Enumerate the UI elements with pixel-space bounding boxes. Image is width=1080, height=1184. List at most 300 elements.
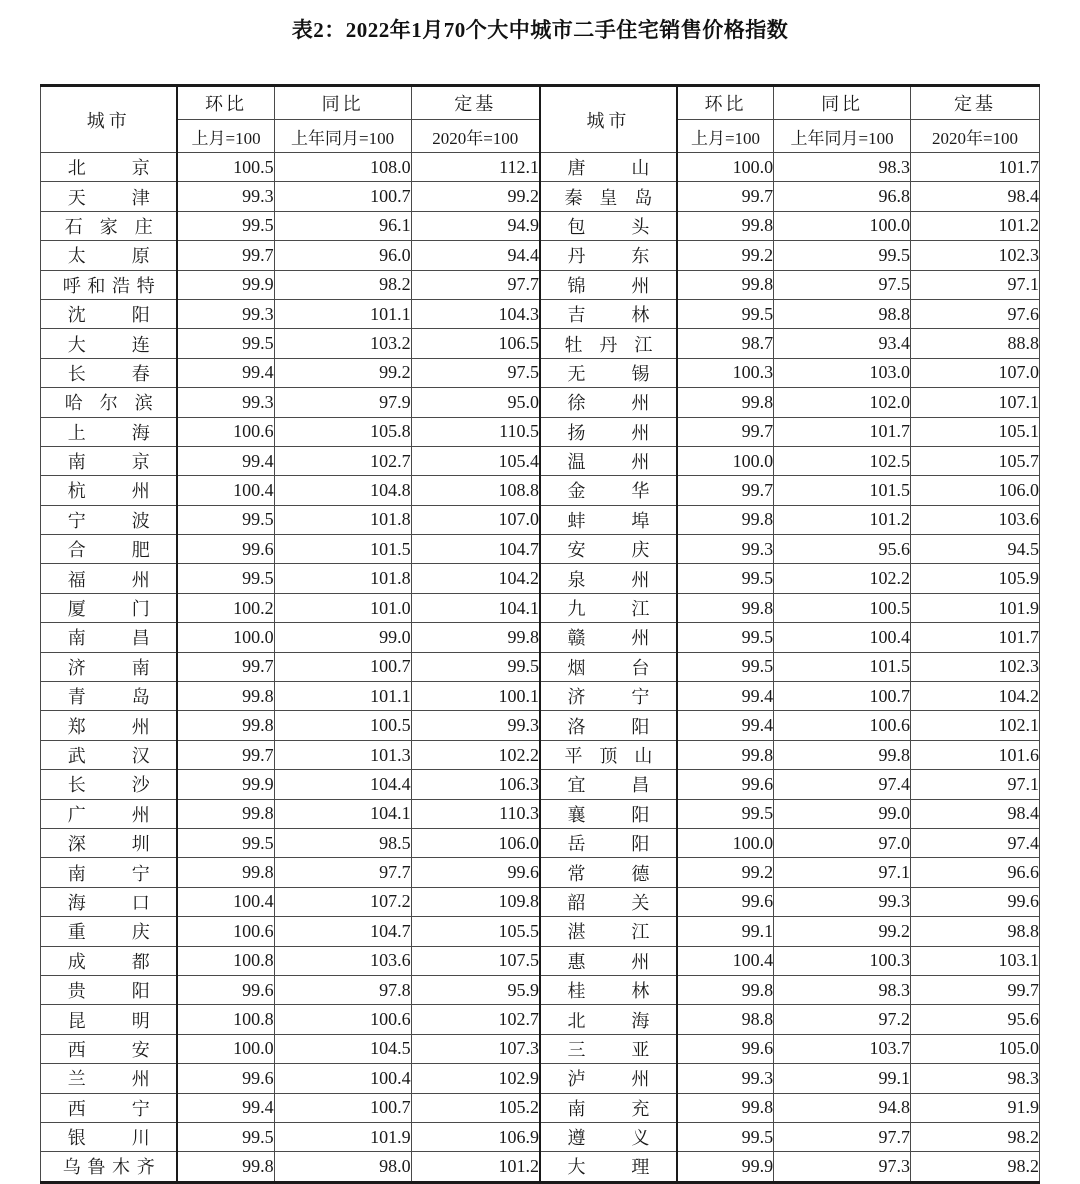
mom-value-right: 99.8	[677, 740, 774, 769]
yoy-value-left: 101.5	[274, 535, 411, 564]
mom-value-right: 99.9	[677, 1152, 774, 1182]
price-index-table-container	[40, 84, 1040, 1184]
fixed-value-left: 109.8	[411, 887, 540, 916]
city-label: 锦州	[567, 275, 650, 296]
mom-value-right: 99.5	[677, 652, 774, 681]
fixed-value-left: 94.9	[411, 211, 540, 240]
fixed-value-left: 95.0	[411, 388, 540, 417]
mom-value-right: 99.5	[677, 299, 774, 328]
mom-value-right: 99.8	[677, 388, 774, 417]
yoy-value-right: 100.6	[774, 711, 911, 740]
header-group-yoy-right: 同比	[774, 86, 911, 120]
fixed-value-right: 91.9	[911, 1093, 1040, 1122]
yoy-value-left: 100.7	[274, 652, 411, 681]
city-label: 杭州	[67, 481, 150, 502]
yoy-value-left: 100.4	[274, 1064, 411, 1093]
mom-value-left: 100.2	[177, 593, 274, 622]
mom-value-right: 100.0	[677, 828, 774, 857]
mom-value-left: 99.7	[177, 241, 274, 270]
city-label: 天津	[67, 187, 150, 208]
mom-value-right: 99.3	[677, 535, 774, 564]
fixed-value-left: 102.2	[411, 740, 540, 769]
city-label: 太原	[67, 246, 150, 267]
header-basis-yoy-left: 上年同月=100	[274, 120, 411, 153]
mom-value-right: 99.2	[677, 241, 774, 270]
yoy-value-right: 97.5	[774, 270, 911, 299]
fixed-value-left: 104.2	[411, 564, 540, 593]
city-name-right	[540, 1064, 677, 1093]
city-label: 宁波	[67, 510, 150, 531]
fixed-value-left: 105.5	[411, 917, 540, 946]
city-name-left	[41, 770, 178, 799]
yoy-value-left: 101.1	[274, 299, 411, 328]
yoy-value-left: 97.8	[274, 975, 411, 1004]
city-name-right	[540, 241, 677, 270]
mom-value-left: 100.6	[177, 417, 274, 446]
table-row	[41, 182, 1040, 211]
city-label: 赣州	[567, 628, 650, 649]
table-row	[41, 535, 1040, 564]
yoy-value-right: 103.7	[774, 1034, 911, 1063]
fixed-value-right: 106.0	[911, 476, 1040, 505]
fixed-value-right: 103.6	[911, 505, 1040, 534]
fixed-value-right: 101.7	[911, 623, 1040, 652]
city-label: 呼和浩特	[62, 275, 155, 296]
city-name-left	[41, 711, 178, 740]
table-row	[41, 505, 1040, 534]
yoy-value-left: 101.1	[274, 682, 411, 711]
city-name-left	[41, 1034, 178, 1063]
fixed-value-right: 105.7	[911, 446, 1040, 475]
city-label: 北京	[67, 158, 150, 179]
city-name-right	[540, 270, 677, 299]
city-name-right	[540, 652, 677, 681]
mom-value-right: 98.7	[677, 329, 774, 358]
fixed-value-right: 94.5	[911, 535, 1040, 564]
fixed-value-right: 98.4	[911, 182, 1040, 211]
mom-value-right: 100.3	[677, 358, 774, 387]
table-body	[41, 153, 1040, 1183]
fixed-value-left: 112.1	[411, 153, 540, 182]
city-label: 武汉	[67, 746, 150, 766]
city-label: 常德	[567, 863, 650, 884]
yoy-value-right: 98.3	[774, 153, 911, 182]
table-row	[41, 446, 1040, 475]
fixed-value-left: 102.9	[411, 1064, 540, 1093]
mom-value-left: 100.8	[177, 1005, 274, 1034]
mom-value-left: 99.6	[177, 975, 274, 1004]
yoy-value-right: 102.0	[774, 388, 911, 417]
city-name-right	[540, 564, 677, 593]
city-label: 青岛	[67, 687, 150, 708]
city-name-left	[41, 270, 178, 299]
city-name-right	[540, 182, 677, 211]
table-row	[41, 623, 1040, 652]
mom-value-right: 99.2	[677, 858, 774, 887]
table-row	[41, 858, 1040, 887]
fixed-value-right: 95.6	[911, 1005, 1040, 1034]
yoy-value-left: 100.7	[274, 1093, 411, 1122]
yoy-value-right: 100.4	[774, 623, 911, 652]
city-label: 襄阳	[567, 804, 650, 825]
mom-value-left: 99.5	[177, 564, 274, 593]
mom-value-right: 99.8	[677, 211, 774, 240]
yoy-value-left: 104.1	[274, 799, 411, 828]
city-label: 哈尔滨	[64, 393, 153, 414]
table-row	[41, 241, 1040, 270]
mom-value-right: 99.8	[677, 1093, 774, 1122]
mom-value-right: 99.5	[677, 623, 774, 652]
mom-value-right: 99.1	[677, 917, 774, 946]
yoy-value-right: 97.1	[774, 858, 911, 887]
fixed-value-right: 97.6	[911, 299, 1040, 328]
yoy-value-left: 99.0	[274, 623, 411, 652]
mom-value-left: 99.3	[177, 299, 274, 328]
city-label: 上海	[67, 422, 150, 443]
city-name-left	[41, 917, 178, 946]
fixed-value-left: 110.5	[411, 417, 540, 446]
city-label: 桂林	[567, 981, 650, 1002]
mom-value-left: 99.4	[177, 358, 274, 387]
fixed-value-right: 101.9	[911, 593, 1040, 622]
city-name-left	[41, 828, 178, 857]
mom-value-right: 99.7	[677, 182, 774, 211]
table-row	[41, 799, 1040, 828]
mom-value-left: 100.6	[177, 917, 274, 946]
fixed-value-right: 98.8	[911, 917, 1040, 946]
yoy-value-right: 98.8	[774, 299, 911, 328]
fixed-value-right: 97.1	[911, 770, 1040, 799]
fixed-value-left: 106.9	[411, 1122, 540, 1151]
table-row	[41, 211, 1040, 240]
header-city-right: 城市	[540, 86, 677, 153]
fixed-value-right: 101.2	[911, 211, 1040, 240]
city-name-left	[41, 241, 178, 270]
mom-value-left: 99.7	[177, 740, 274, 769]
city-label: 昆明	[67, 1010, 150, 1031]
yoy-value-right: 99.8	[774, 740, 911, 769]
fixed-value-left: 108.8	[411, 476, 540, 505]
yoy-value-right: 100.0	[774, 211, 911, 240]
city-name-right	[540, 975, 677, 1004]
yoy-value-right: 93.4	[774, 329, 911, 358]
city-label: 惠州	[567, 951, 650, 972]
header-group-mom-left: 环比	[177, 86, 274, 120]
city-name-left	[41, 1093, 178, 1122]
city-name-left	[41, 417, 178, 446]
city-label: 安庆	[567, 540, 650, 561]
header-group-fixed-right: 定基	[911, 86, 1040, 120]
fixed-value-left: 106.5	[411, 329, 540, 358]
header-basis-mom-left: 上月=100	[177, 120, 274, 153]
city-name-left	[41, 975, 178, 1004]
yoy-value-left: 102.7	[274, 446, 411, 475]
city-label: 合肥	[67, 540, 150, 561]
yoy-value-right: 97.0	[774, 828, 911, 857]
yoy-value-right: 97.3	[774, 1152, 911, 1182]
table-row	[41, 917, 1040, 946]
city-label: 西宁	[67, 1098, 150, 1119]
fixed-value-right: 102.3	[911, 241, 1040, 270]
city-name-right	[540, 1152, 677, 1182]
city-label: 贵阳	[67, 981, 150, 1002]
table-row	[41, 652, 1040, 681]
yoy-value-left: 101.3	[274, 740, 411, 769]
mom-value-left: 99.8	[177, 1152, 274, 1182]
mom-value-right: 99.6	[677, 887, 774, 916]
city-name-left	[41, 446, 178, 475]
yoy-value-right: 102.5	[774, 446, 911, 475]
header-group-fixed-left: 定基	[411, 86, 540, 120]
mom-value-right: 99.8	[677, 270, 774, 299]
table-row	[41, 1093, 1040, 1122]
yoy-value-right: 98.3	[774, 975, 911, 1004]
yoy-value-right: 102.2	[774, 564, 911, 593]
city-label: 平顶山	[564, 746, 653, 766]
fixed-value-left: 105.2	[411, 1093, 540, 1122]
fixed-value-left: 99.6	[411, 858, 540, 887]
city-name-right	[540, 476, 677, 505]
fixed-value-right: 104.2	[911, 682, 1040, 711]
yoy-value-left: 104.4	[274, 770, 411, 799]
city-name-left	[41, 211, 178, 240]
fixed-value-right: 101.6	[911, 740, 1040, 769]
mom-value-left: 99.5	[177, 211, 274, 240]
mom-value-right: 99.8	[677, 593, 774, 622]
fixed-value-left: 107.3	[411, 1034, 540, 1063]
mom-value-right: 99.4	[677, 711, 774, 740]
city-name-left	[41, 1005, 178, 1034]
mom-value-right: 99.7	[677, 476, 774, 505]
city-name-left	[41, 505, 178, 534]
city-name-right	[540, 623, 677, 652]
city-name-right	[540, 593, 677, 622]
yoy-value-left: 104.8	[274, 476, 411, 505]
city-name-right	[540, 917, 677, 946]
fixed-value-left: 105.4	[411, 446, 540, 475]
city-name-right	[540, 799, 677, 828]
mom-value-right: 99.5	[677, 564, 774, 593]
city-label: 南宁	[67, 863, 150, 884]
mom-value-right: 100.4	[677, 946, 774, 975]
fixed-value-left: 107.0	[411, 505, 540, 534]
city-name-left	[41, 682, 178, 711]
fixed-value-left: 110.3	[411, 799, 540, 828]
city-name-right	[540, 535, 677, 564]
city-name-left	[41, 476, 178, 505]
table-row	[41, 358, 1040, 387]
city-label: 牡丹江	[564, 334, 653, 355]
city-label: 扬州	[567, 422, 650, 443]
city-label: 重庆	[67, 922, 150, 943]
city-name-right	[540, 828, 677, 857]
city-name-right	[540, 358, 677, 387]
table-row	[41, 828, 1040, 857]
fixed-value-left: 95.9	[411, 975, 540, 1004]
mom-value-left: 99.5	[177, 505, 274, 534]
fixed-value-left: 104.3	[411, 299, 540, 328]
header-basis-fixed-left: 2020年=100	[411, 120, 540, 153]
city-label: 蚌埠	[567, 510, 650, 531]
city-name-left	[41, 946, 178, 975]
fixed-value-left: 97.5	[411, 358, 540, 387]
mom-value-left: 99.8	[177, 799, 274, 828]
city-label: 遵义	[567, 1128, 650, 1149]
mom-value-right: 98.8	[677, 1005, 774, 1034]
city-label: 石家庄	[64, 216, 153, 237]
city-name-left	[41, 1122, 178, 1151]
city-label: 烟台	[567, 657, 650, 678]
table-row	[41, 770, 1040, 799]
yoy-value-left: 108.0	[274, 153, 411, 182]
yoy-value-right: 100.7	[774, 682, 911, 711]
city-label: 西安	[67, 1039, 150, 1060]
fixed-value-right: 102.1	[911, 711, 1040, 740]
header-group-yoy-left: 同比	[274, 86, 411, 120]
city-label: 大理	[567, 1157, 650, 1178]
yoy-value-right: 97.2	[774, 1005, 911, 1034]
city-name-right	[540, 153, 677, 182]
city-label: 乌鲁木齐	[62, 1157, 155, 1178]
fixed-value-left: 99.5	[411, 652, 540, 681]
city-label: 南京	[67, 452, 150, 473]
mom-value-right: 99.8	[677, 975, 774, 1004]
city-name-left	[41, 358, 178, 387]
yoy-value-left: 101.8	[274, 564, 411, 593]
city-label: 三亚	[567, 1039, 650, 1060]
table-row	[41, 740, 1040, 769]
yoy-value-left: 107.2	[274, 887, 411, 916]
city-label: 泸州	[567, 1069, 650, 1090]
mom-value-left: 99.4	[177, 1093, 274, 1122]
yoy-value-left: 99.2	[274, 358, 411, 387]
city-name-left	[41, 1152, 178, 1182]
table-row	[41, 711, 1040, 740]
city-label: 郑州	[67, 716, 150, 737]
yoy-value-left: 100.7	[274, 182, 411, 211]
yoy-value-left: 98.0	[274, 1152, 411, 1182]
mom-value-left: 99.9	[177, 270, 274, 299]
city-label: 吉林	[567, 305, 650, 326]
city-label: 金华	[567, 481, 650, 502]
page-title: 表2：2022年1月70个大中城市二手住宅销售价格指数	[291, 18, 789, 42]
mom-value-left: 99.5	[177, 1122, 274, 1151]
city-label: 包头	[567, 216, 650, 237]
city-name-left	[41, 799, 178, 828]
table-row	[41, 1152, 1040, 1182]
yoy-value-left: 101.8	[274, 505, 411, 534]
table-row	[41, 299, 1040, 328]
city-label: 银川	[67, 1128, 150, 1149]
city-name-right	[540, 299, 677, 328]
city-label: 九江	[567, 599, 650, 620]
fixed-value-left: 99.2	[411, 182, 540, 211]
mom-value-left: 99.8	[177, 858, 274, 887]
yoy-value-left: 104.7	[274, 917, 411, 946]
header-basis-fixed-right: 2020年=100	[911, 120, 1040, 153]
table-row	[41, 476, 1040, 505]
city-name-right	[540, 1034, 677, 1063]
city-label: 湛江	[567, 922, 650, 943]
city-label: 岳阳	[567, 834, 650, 855]
city-label: 徐州	[567, 393, 650, 414]
city-name-right	[540, 682, 677, 711]
fixed-value-left: 104.1	[411, 593, 540, 622]
fixed-value-left: 101.2	[411, 1152, 540, 1182]
city-name-right	[540, 329, 677, 358]
mom-value-right: 99.8	[677, 505, 774, 534]
fixed-value-right: 102.3	[911, 652, 1040, 681]
city-name-left	[41, 182, 178, 211]
fixed-value-right: 105.9	[911, 564, 1040, 593]
city-name-left	[41, 535, 178, 564]
mom-value-left: 100.0	[177, 623, 274, 652]
city-label: 海口	[67, 892, 150, 913]
yoy-value-left: 100.5	[274, 711, 411, 740]
mom-value-left: 99.8	[177, 711, 274, 740]
yoy-value-right: 99.0	[774, 799, 911, 828]
yoy-value-right: 99.5	[774, 241, 911, 270]
fixed-value-right: 101.7	[911, 153, 1040, 182]
price-index-table	[40, 84, 1040, 1184]
yoy-value-right: 97.7	[774, 1122, 911, 1151]
city-label: 济南	[67, 657, 150, 678]
mom-value-right: 99.4	[677, 682, 774, 711]
mom-value-left: 100.4	[177, 476, 274, 505]
table-header	[41, 86, 1040, 153]
yoy-value-left: 101.0	[274, 593, 411, 622]
mom-value-left: 99.9	[177, 770, 274, 799]
city-label: 厦门	[67, 599, 150, 620]
yoy-value-right: 99.3	[774, 887, 911, 916]
yoy-value-left: 98.2	[274, 270, 411, 299]
yoy-value-left: 105.8	[274, 417, 411, 446]
fixed-value-right: 99.6	[911, 887, 1040, 916]
city-label: 唐山	[567, 158, 650, 179]
header-basis-mom-right: 上月=100	[677, 120, 774, 153]
city-name-left	[41, 299, 178, 328]
yoy-value-right: 94.8	[774, 1093, 911, 1122]
mom-value-left: 99.8	[177, 682, 274, 711]
fixed-value-left: 102.7	[411, 1005, 540, 1034]
fixed-value-right: 99.7	[911, 975, 1040, 1004]
yoy-value-right: 99.2	[774, 917, 911, 946]
city-name-right	[540, 417, 677, 446]
mom-value-right: 99.7	[677, 417, 774, 446]
table-row	[41, 1034, 1040, 1063]
header-city-left: 城市	[41, 86, 178, 153]
fixed-value-left: 107.5	[411, 946, 540, 975]
city-name-left	[41, 652, 178, 681]
table-row	[41, 270, 1040, 299]
mom-value-right: 99.6	[677, 1034, 774, 1063]
city-name-right	[540, 887, 677, 916]
yoy-value-right: 97.4	[774, 770, 911, 799]
city-label: 宜昌	[567, 775, 650, 796]
city-name-left	[41, 593, 178, 622]
mom-value-left: 100.0	[177, 1034, 274, 1063]
city-label: 沈阳	[67, 305, 150, 326]
city-name-right	[540, 946, 677, 975]
mom-value-right: 99.5	[677, 799, 774, 828]
mom-value-left: 99.6	[177, 1064, 274, 1093]
city-label: 洛阳	[567, 716, 650, 737]
yoy-value-right: 100.5	[774, 593, 911, 622]
city-label: 广州	[67, 804, 150, 825]
mom-value-left: 99.3	[177, 182, 274, 211]
city-name-left	[41, 564, 178, 593]
mom-value-left: 99.6	[177, 535, 274, 564]
